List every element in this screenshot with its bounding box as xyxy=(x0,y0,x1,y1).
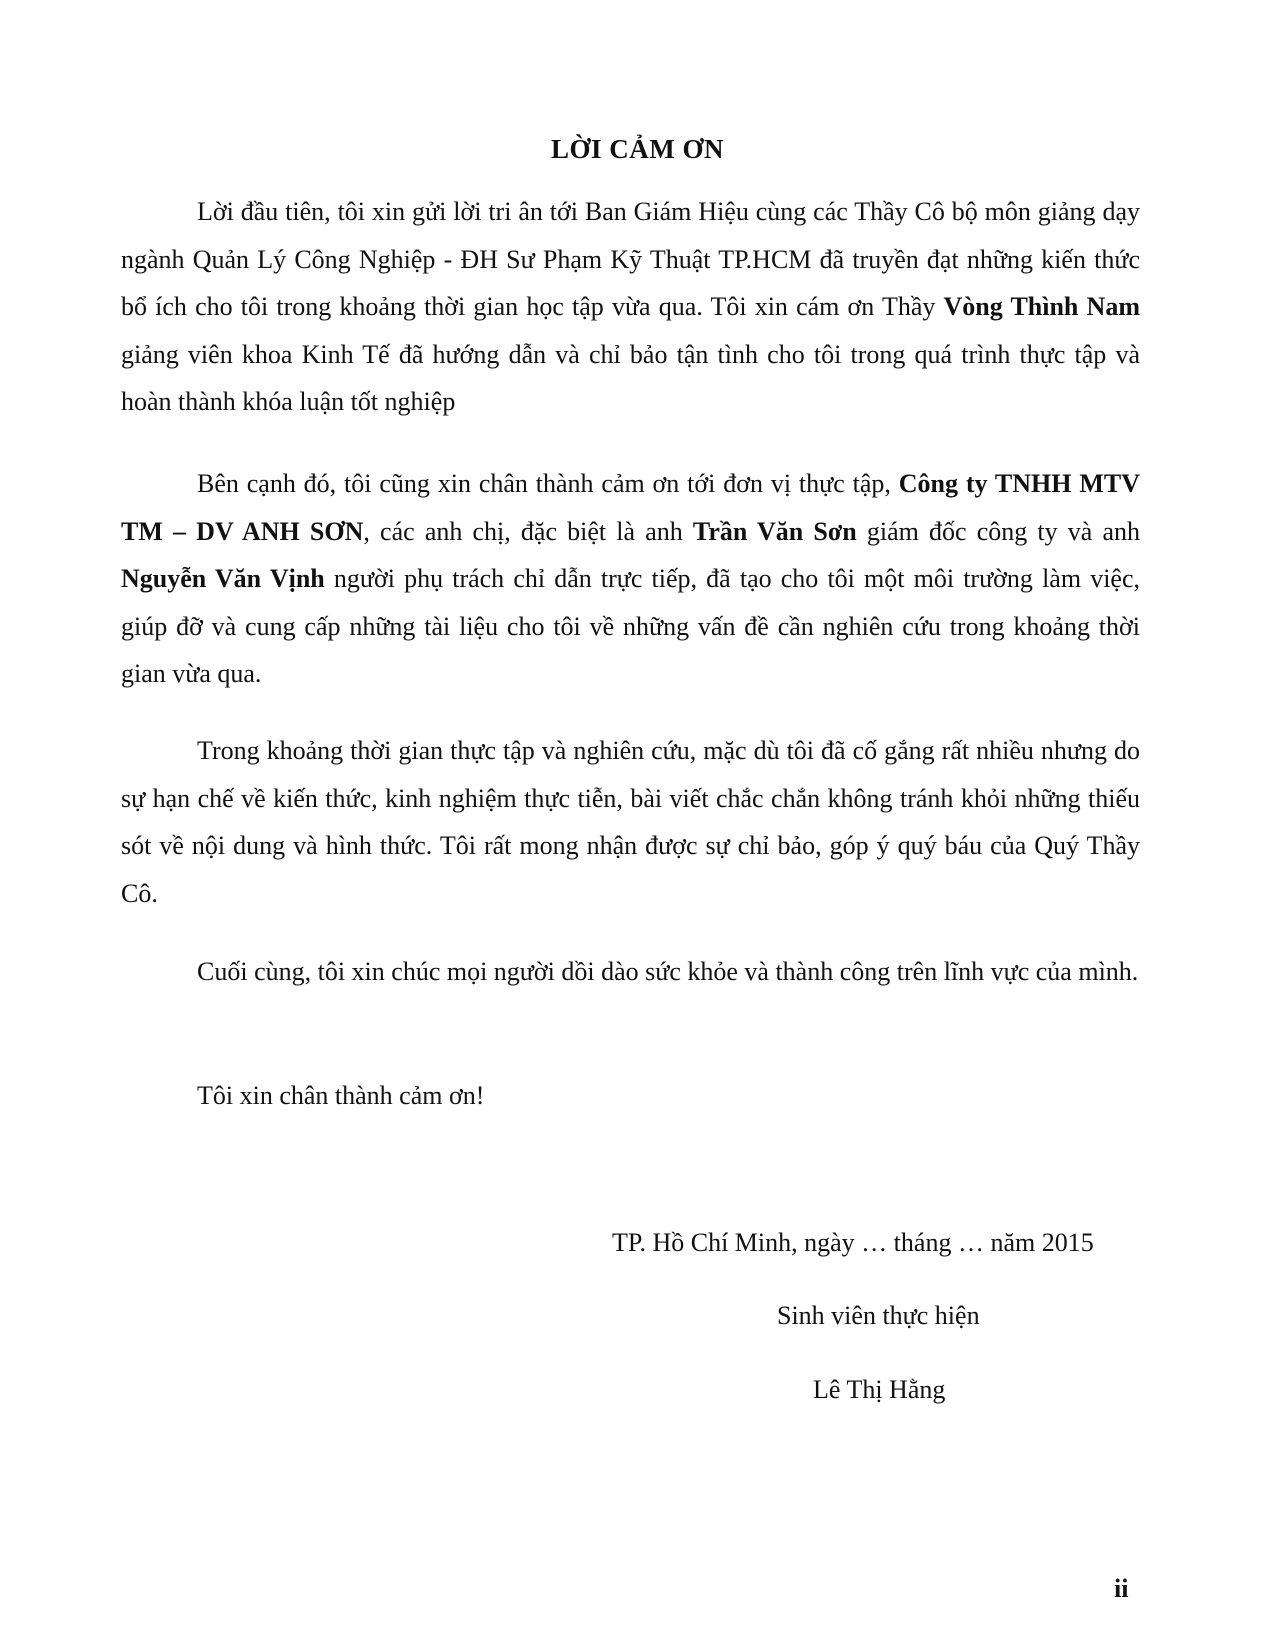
paragraph-text: giảng viên khoa Kinh Tế đã hướng dẫn và chỉ bảo tận tình cho tôi trong quá trình thực tập và hoàn thành khóa luận tốt nghiệp xyxy=(121,339,1140,416)
paragraph-gratitude-university xyxy=(121,188,1140,426)
paragraph-text: giám đốc công ty và anh xyxy=(856,516,1141,546)
paragraph-limitations: Trong khoảng thời gian thực tập và nghiên cứu, mặc dù tôi đã cố gắng rất nhiều nhưng do sự hạn chế về kiến thức, kinh nghiệm thực tiễn, bài viết chắc chắn không tránh khỏi những thiếu sót về nội dung và hình thức. Tôi rất mong nhận được sự chỉ bảo, góp ý quý báu của Quý Thầy Cô. xyxy=(121,736,1140,908)
advisor-name: Vòng Thình Nam xyxy=(943,292,1140,321)
paragraph-thanks: Tôi xin chân thành cảm ơn! xyxy=(197,1081,485,1110)
director-name: Trần Văn Sơn xyxy=(692,516,857,546)
paragraph-text: , các anh chị, đặc biệt là anh xyxy=(363,516,693,546)
paragraph-text: Bên cạnh đó, tôi cũng xin chân thành cảm ơn tới đơn vị thực tập, xyxy=(197,469,899,498)
paragraph-wishes: Cuối cùng, tôi xin chúc mọi người dồi dào sức khỏe và thành công trên lĩnh vực của mình. xyxy=(197,957,1139,986)
page-number: ii xyxy=(1114,1574,1129,1603)
signature-date: TP. Hồ Chí Minh, ngày … tháng … năm 2015 xyxy=(612,1228,1094,1257)
paragraph-gratitude-company xyxy=(121,460,1140,698)
signature-role: Sinh viên thực hiện xyxy=(777,1301,980,1330)
supervisor-name: Nguyễn Văn Vịnh xyxy=(121,564,325,593)
paragraph-text: người phụ trách chỉ dẫn trực tiếp, đã tạo cho tôi một môi trường làm việc, giúp đỡ và cung cấp những tài liệu cho tôi về những vấn đề cần nghiên cứu trong khoảng thời gian vừa qua. xyxy=(121,564,1141,688)
paragraph-text: Lời đầu tiên, tôi xin gửi lời tri ân tới Ban Giám Hiệu cùng các Thầy Cô bộ môn giảng dạy ngành Quản Lý Công Nghiệp - ĐH Sư Phạm Kỹ Thuật TP.HCM đã truyền đạt những kiến thức bổ ích cho tôi trong khoảng thời gian học tập vừa qua. Tôi xin cám ơn Thầy xyxy=(121,197,1140,321)
company-name: Công ty TNHH MTV TM – DV ANH SƠN xyxy=(121,469,1140,546)
page-title: LỜI CẢM ƠN xyxy=(551,134,724,164)
signature-name: Lê Thị Hằng xyxy=(813,1375,946,1404)
